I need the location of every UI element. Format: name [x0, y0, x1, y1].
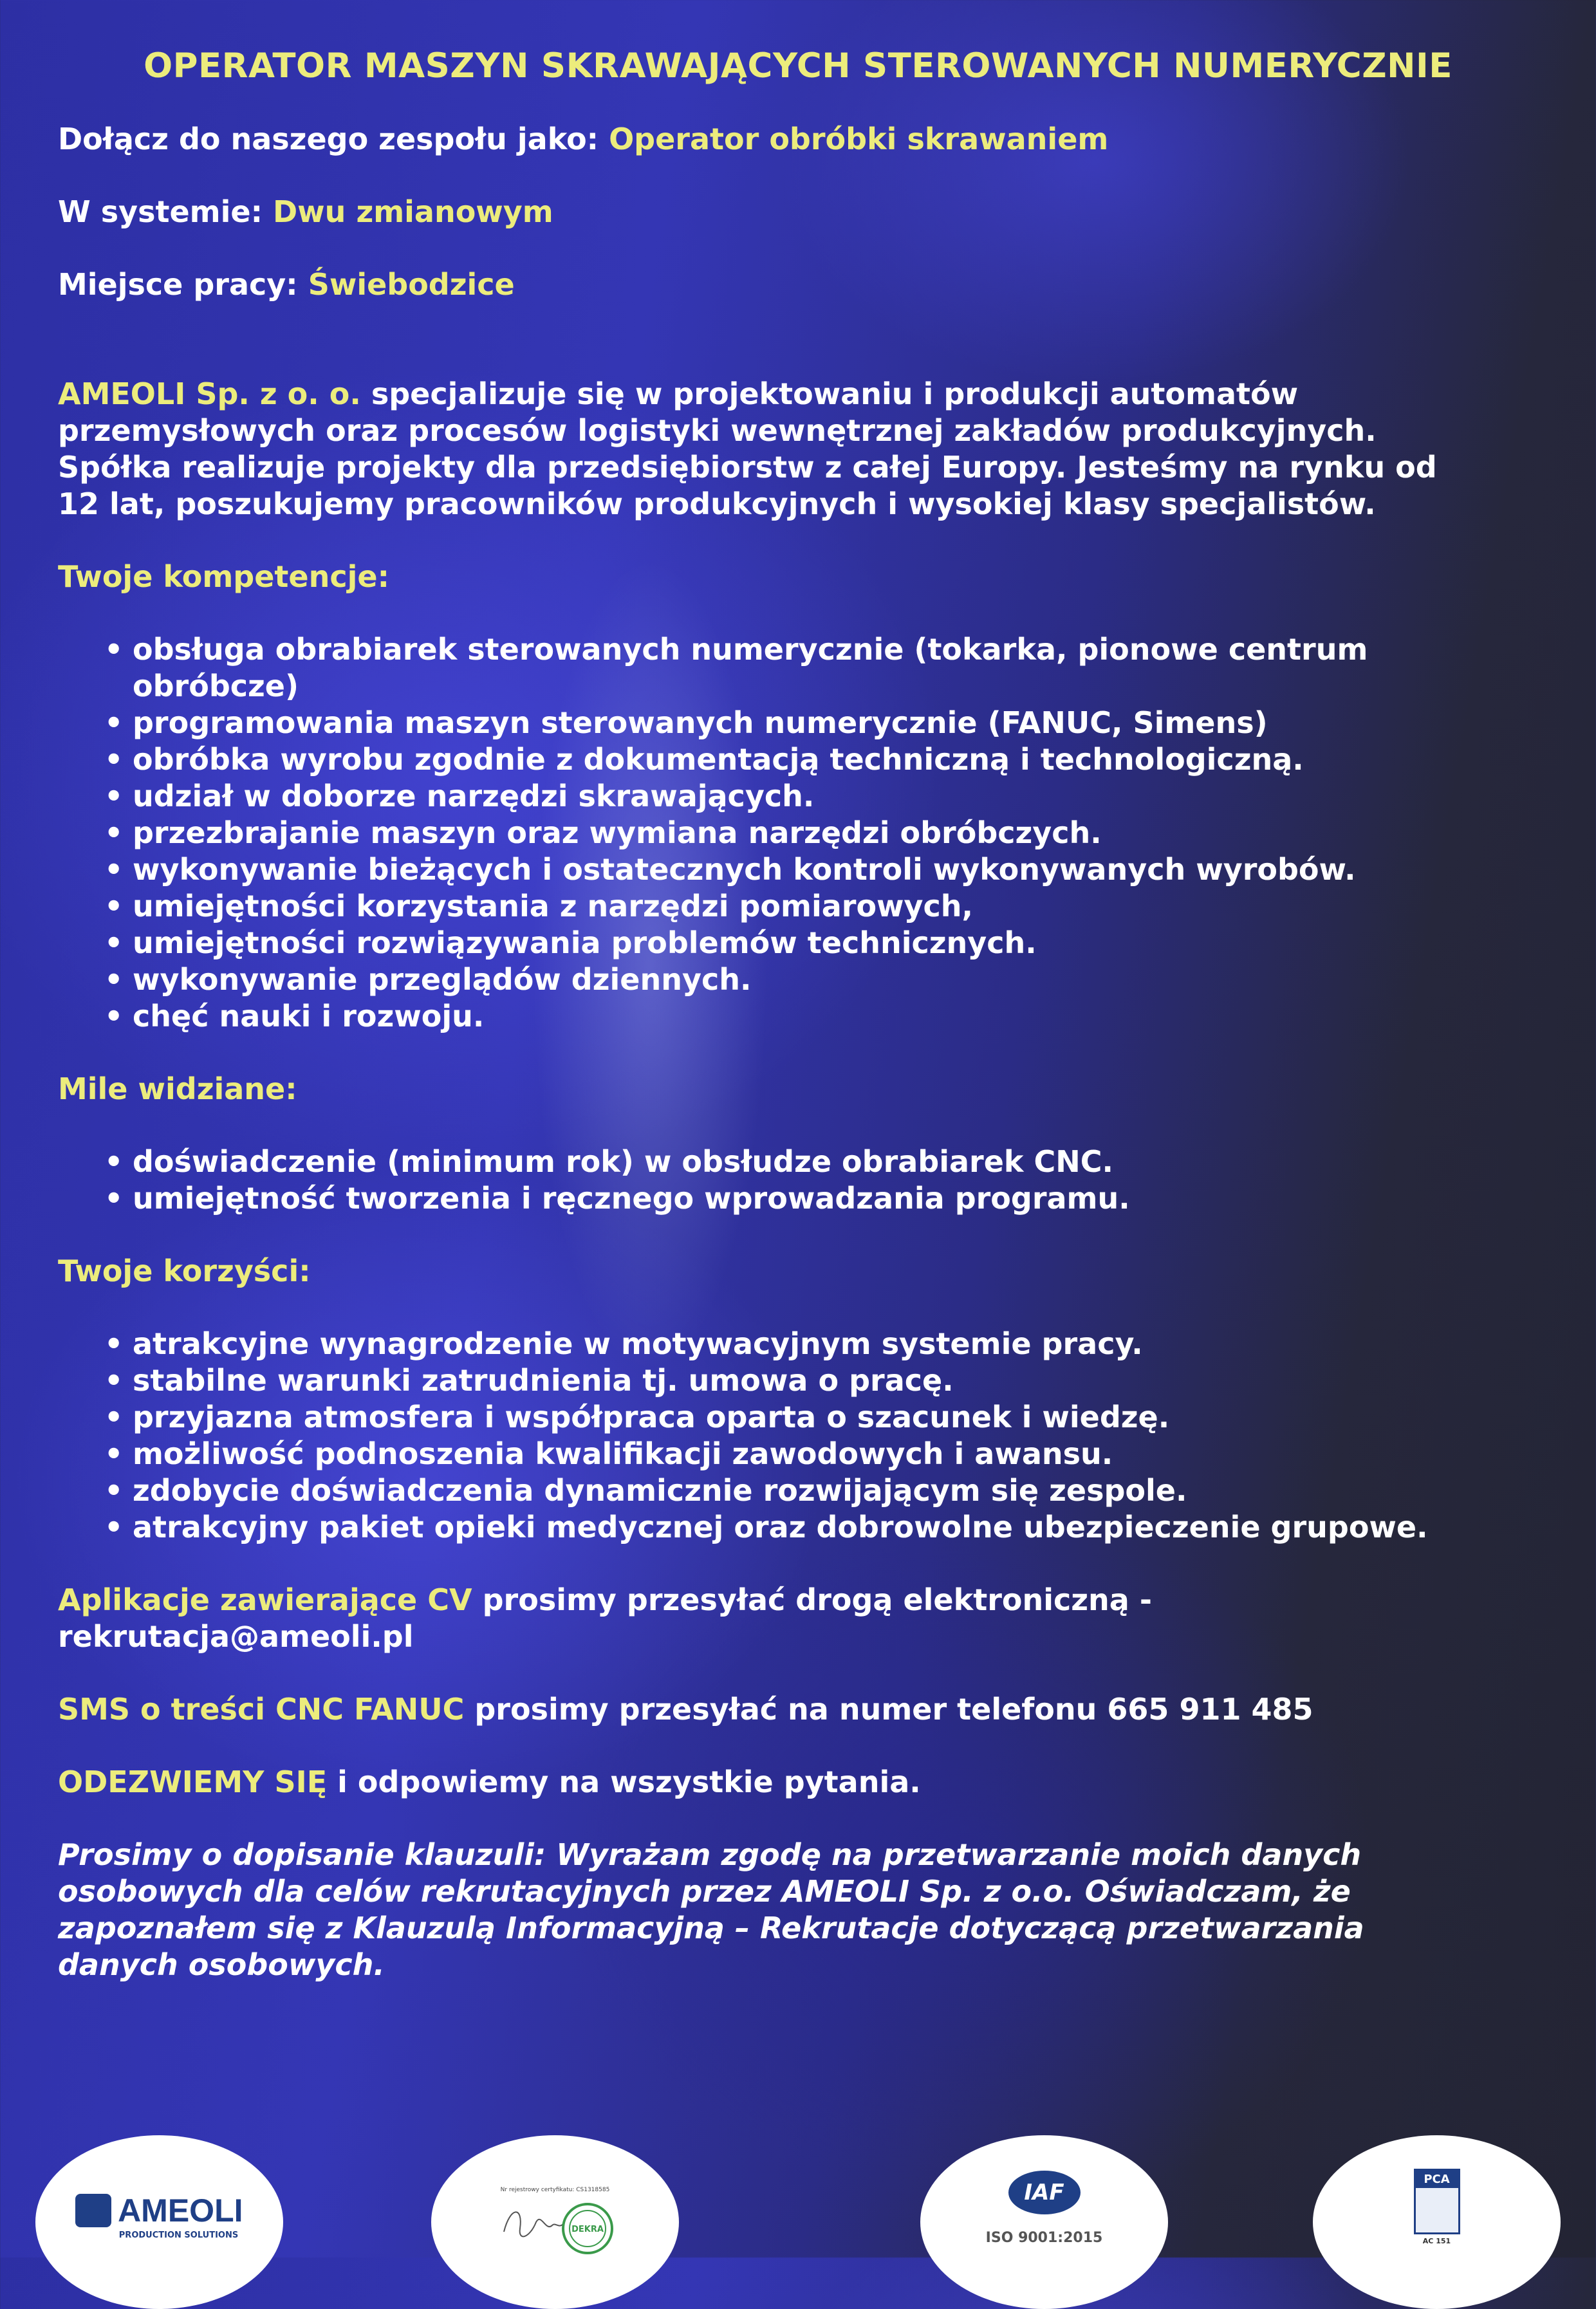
- clause-line-1: Prosimy o dopisanie klauzuli: Wyrażam zgodę na przetwarzanie moich danych: [58, 1837, 1362, 1872]
- list-item: • atrakcyjne wynagrodzenie w motywacyjnym systemie pracy.: [133, 1326, 1564, 1362]
- sms-line: [58, 1691, 1564, 1728]
- location-label: Miejsce pracy:: [58, 267, 298, 302]
- apply-cv-highlight: Aplikacje zawierające CV: [58, 1582, 472, 1617]
- position-line: [58, 121, 1564, 158]
- ameoli-logo: [35, 2135, 283, 2309]
- apply-cv-text: prosimy przesyłać drogą elektroniczną -: [482, 1582, 1152, 1617]
- list-item: • udział w doborze narzędzi skrawających.: [133, 778, 1564, 815]
- pca-badge-icon: [1414, 2169, 1460, 2234]
- list-item: • zdobycie doświadczenia dynamicznie rozwijającym się zespole.: [133, 1472, 1564, 1509]
- company-name: AMEOLI Sp. z o. o.: [58, 376, 361, 411]
- competencies-list: [58, 631, 1564, 1035]
- list-item: • przyjazna atmosfera i współpraca oparta o szacunek i wiedzę.: [133, 1399, 1564, 1436]
- sms-text: prosimy przesyłać na numer telefonu 665 911 485: [474, 1692, 1313, 1727]
- list-item: • stabilne warunki zatrudnienia tj. umowa o pracę.: [133, 1362, 1564, 1399]
- iaf-iso-logo: [920, 2135, 1168, 2309]
- clause-line-4: danych osobowych.: [58, 1947, 385, 1982]
- list-item: • chęć nauki i rozwoju.: [133, 998, 1564, 1035]
- company-line-1: specjalizuje się w projektowaniu i produkcji automatów: [371, 376, 1299, 411]
- list-item: • doświadczenie (minimum rok) w obsłudze obrabiarek CNC.: [133, 1144, 1564, 1180]
- nice-to-have-list: [58, 1144, 1564, 1217]
- list-item: • obróbka wyrobu zgodnie z dokumentacją techniczną i technologiczną.: [133, 741, 1564, 778]
- apply-cv-block: [58, 1582, 1564, 1655]
- ameoli-tagline: PRODUCTION SOLUTIONS: [118, 2230, 239, 2240]
- shift-label: W systemie:: [58, 194, 263, 229]
- list-item: • umiejętność tworzenia i ręcznego wprowadzania programu.: [133, 1180, 1564, 1217]
- ac-number: AC 151: [1422, 2237, 1451, 2245]
- shift-line: [58, 194, 1564, 230]
- pca-text: PCA: [1416, 2171, 1458, 2188]
- location-value: Świebodzice: [308, 267, 515, 302]
- pca-accreditation-logo: [1313, 2135, 1561, 2309]
- iso-standard-text: ISO 9001:2015: [985, 2230, 1103, 2246]
- list-item: • przezbrajanie maszyn oraz wymiana narzędzi obróbczych.: [133, 815, 1564, 851]
- list-item: • programowania maszyn sterowanych numerycznie (FANUC, Simens): [133, 705, 1564, 741]
- reply-highlight: ODEZWIEMY SIĘ: [58, 1765, 328, 1799]
- nice-to-have-heading: Mile widziane:: [58, 1071, 297, 1106]
- company-line-4: 12 lat, poszukujemy pracowników produkcyjnych i wysokiej klasy specjalistów.: [58, 487, 1376, 521]
- benefits-list: [58, 1326, 1564, 1546]
- list-item: • wykonywanie bieżących i ostatecznych kontroli wykonywanych wyrobów.: [133, 851, 1564, 888]
- iaf-emblem-icon: [1008, 2171, 1081, 2214]
- position-label: Dołącz do naszego zespołu jako:: [58, 122, 599, 156]
- job-title: OPERATOR MASZYN SKRAWAJĄCYCH STEROWANYCH NUMERYCZNIE: [144, 46, 1452, 86]
- reply-line: [58, 1764, 1564, 1801]
- list-item-continuation: obróbcze): [133, 669, 299, 703]
- list-item: • możliwość podnoszenia kwalifikacji zawodowych i awansu.: [133, 1436, 1564, 1472]
- competencies-heading: Twoje kompetencje:: [58, 559, 389, 594]
- position-value: Operator obróbki skrawaniem: [609, 122, 1109, 156]
- job-offer-content: [58, 121, 1564, 1983]
- recruitment-email-link[interactable]: rekrutacja@ameoli.pl: [58, 1619, 414, 1654]
- list-item: • wykonywanie przeglądów dziennych.: [133, 961, 1564, 998]
- ameoli-mark-icon: [75, 2194, 111, 2227]
- signature-and-dekra-seal-icon: [491, 2193, 620, 2258]
- certificate-number: Nr rejestrowy certyfikatu: CS1318585: [500, 2187, 610, 2193]
- shift-value: Dwu zmianowym: [273, 194, 553, 229]
- list-item: • umiejętności korzystania z narzędzi pomiarowych,: [133, 888, 1564, 925]
- gdpr-clause: [58, 1837, 1564, 1983]
- dekra-certificate-logo: [431, 2135, 679, 2309]
- iaf-text: IAF: [1024, 2180, 1064, 2205]
- ameoli-logo-text: AMEOLI: [118, 2193, 243, 2229]
- dekra-text: DEKRA: [571, 2225, 604, 2234]
- sms-highlight: SMS o treści CNC FANUC: [58, 1692, 465, 1727]
- list-item: • atrakcyjny pakiet opieki medycznej oraz dobrowolne ubezpieczenie grupowe.: [133, 1509, 1564, 1546]
- clause-line-3: zapoznałem się z Klauzulą Informacyjną – Rekrutacje dotyczącą przetwarzania: [58, 1911, 1364, 1945]
- reply-text: i odpowiemy na wszystkie pytania.: [337, 1765, 921, 1799]
- company-line-2: przemysłowych oraz procesów logistyki wewnętrznej zakładów produkcyjnych.: [58, 413, 1377, 448]
- clause-line-2: osobowych dla celów rekrutacyjnych przez AMEOLI Sp. z o.o. Oświadczam, że: [58, 1874, 1351, 1909]
- company-description: [58, 376, 1564, 523]
- company-line-3: Spółka realizuje projekty dla przedsiębiorstw z całej Europy. Jesteśmy na rynku od: [58, 450, 1437, 485]
- location-line: [58, 266, 1564, 303]
- benefits-heading: Twoje korzyści:: [58, 1254, 311, 1288]
- list-item: • umiejętności rozwiązywania problemów technicznych.: [133, 925, 1564, 961]
- list-item: • obsługa obrabiarek sterowanych numerycznie (tokarka, pionowe centrum: [133, 631, 1564, 668]
